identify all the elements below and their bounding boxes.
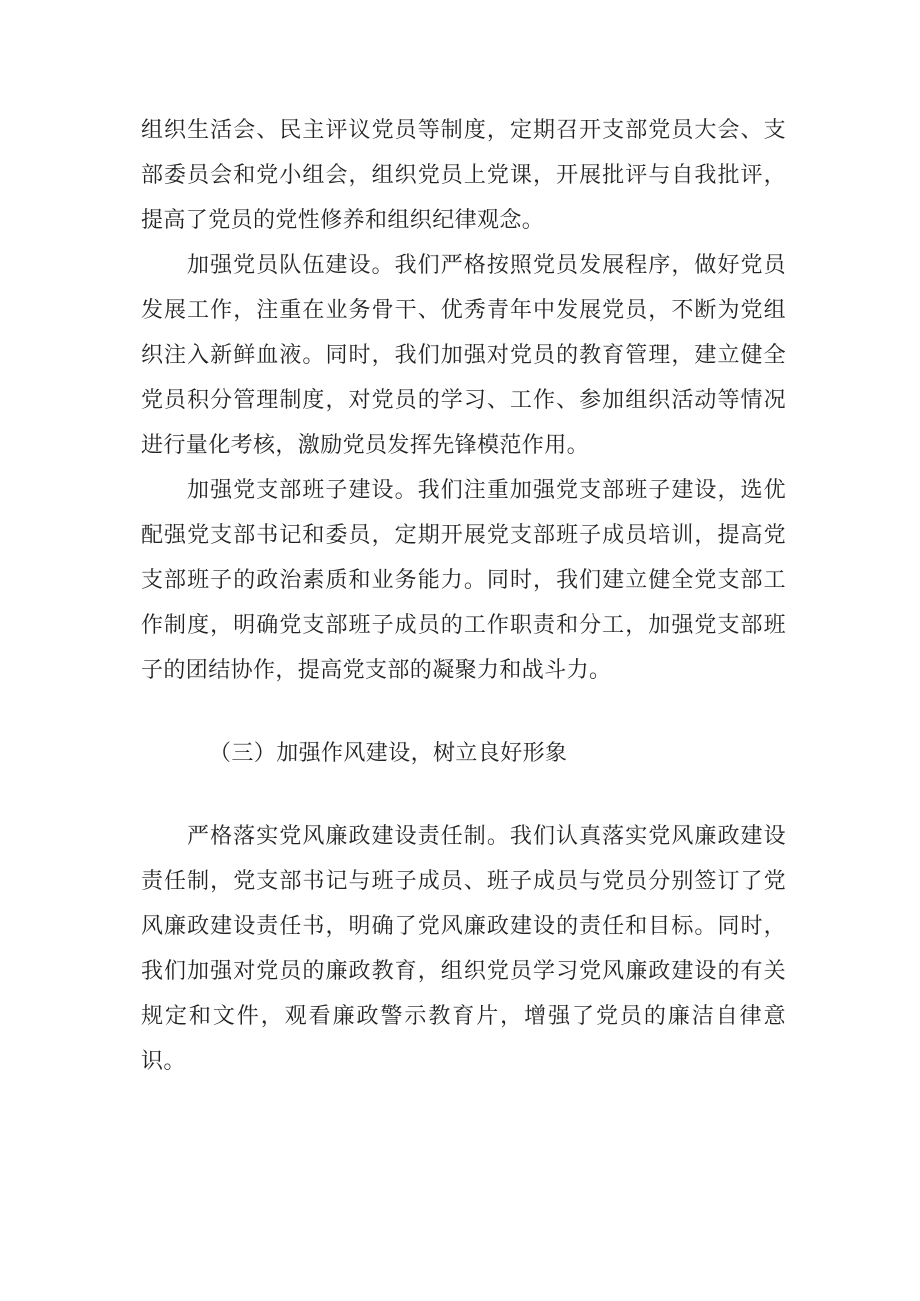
document-body: [141, 108, 786, 1084]
paragraph-integrity-responsibility: 严格落实党风廉政建设责任制。我们认真落实党风廉政建设责任制，党支部书记与班子成员、班子成员与党员分别签订了党风廉政建设责任书，明确了党风廉政建设的责任和目标。同时，我们加强对党员的廉政教育，组织党员学习党风廉政建设的有关规定和文件，观看廉政警示教育片，增强了党员的廉洁自律意识。: [141, 824, 786, 1074]
section-heading: （三）加强作风建设，树立良好形象: [209, 741, 568, 766]
paragraph-branch-leadership: 加强党支部班子建设。我们注重加强党支部班子建设，选优配强党支部书记和委员，定期开展党支部班子成员培训，提高党支部班子的政治素质和业务能力。同时，我们建立健全党支部工作制度，明确党支部班子成员的工作职责和分工，加强党支部班子的团结协作，提高党支部的凝聚力和战斗力。: [141, 478, 786, 683]
paragraph-party-member-team: 加强党员队伍建设。我们严格按照党员发展程序，做好党员发展工作，注重在业务骨干、优秀青年中发展党员，不断为党组织注入新鲜血液。同时，我们加强对党员的教育管理，建立健全党员积分管理制度，对党员的学习、工作、参加组织活动等情况进行量化考核，激励党员发挥先锋模范作用。: [141, 253, 786, 458]
paragraph-continuation: 组织生活会、民主评议党员等制度，定期召开支部党员大会、支部委员会和党小组会，组织党员上党课，开展批评与自我批评，提高了党员的党性修养和组织纪律观念。: [141, 118, 786, 233]
